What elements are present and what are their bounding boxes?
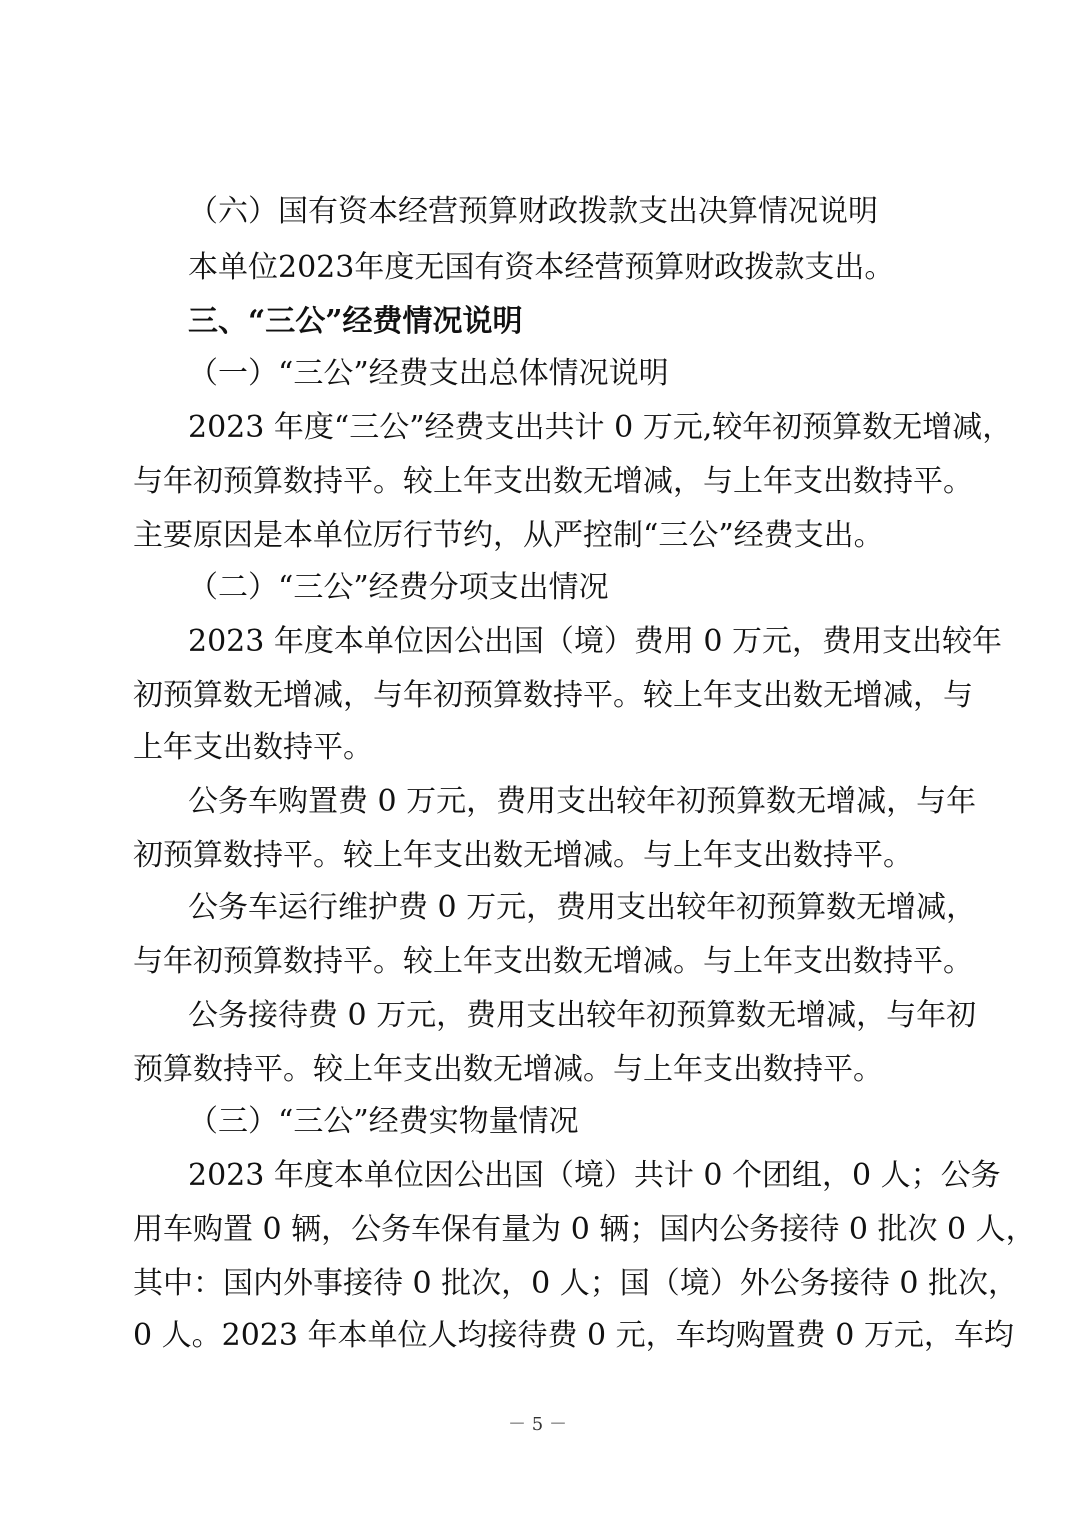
paragraph-line: 本单位2023年度无国有资本经营预算财政拨款支出。 xyxy=(188,250,895,285)
section-6-heading: （六）国有资本经营预算财政拨款支出决算情况说明 xyxy=(188,194,878,229)
subsection-1-heading: （一）“三公”经费支出总体情况说明 xyxy=(188,356,669,391)
paragraph-line: 其中：国内外事接待 0 批次，0 人；国（境）外公务接待 0 批次， xyxy=(133,1266,1018,1301)
paragraph-line: 预算数持平。较上年支出数无增减。与上年支出数持平。 xyxy=(133,1052,883,1087)
paragraph-line: 上年支出数持平。 xyxy=(133,730,373,765)
subsection-2-heading: （二）“三公”经费分项支出情况 xyxy=(188,570,609,605)
paragraph-line: 2023 年度本单位因公出国（境）费用 0 万元，费用支出较年 xyxy=(188,624,1003,659)
paragraph-line: 初预算数无增减，与年初预算数持平。较上年支出数无增减，与 xyxy=(133,678,973,713)
paragraph-line: 主要原因是本单位厉行节约，从严控制“三公”经费支出。 xyxy=(133,518,884,553)
paragraph-line: 0 人。2023 年本单位人均接待费 0 元，车均购置费 0 万元，车均 xyxy=(133,1318,1014,1353)
paragraph-line: 公务车购置费 0 万元，费用支出较年初预算数无增减，与年 xyxy=(188,784,977,819)
paragraph-line: 初预算数持平。较上年支出数无增减。与上年支出数持平。 xyxy=(133,838,913,873)
section-3-heading: 三、“三公”经费情况说明 xyxy=(188,304,523,339)
page-number: － 5 － xyxy=(508,1414,567,1435)
paragraph-line: 用车购置 0 辆，公务车保有量为 0 辆；国内公务接待 0 批次 0 人， xyxy=(133,1212,1036,1247)
paragraph-line: 公务车运行维护费 0 万元，费用支出较年初预算数无增减， xyxy=(188,890,977,925)
subsection-3-heading: （三）“三公”经费实物量情况 xyxy=(188,1104,579,1139)
paragraph-line: 与年初预算数持平。较上年支出数无增减，与上年支出数持平。 xyxy=(133,464,973,499)
paragraph-line: 2023 年度“三公”经费支出共计 0 万元,较年初预算数无增减， xyxy=(188,410,1013,445)
paragraph-line: 公务接待费 0 万元，费用支出较年初预算数无增减，与年初 xyxy=(188,998,977,1033)
paragraph-line: 与年初预算数持平。较上年支出数无增减。与上年支出数持平。 xyxy=(133,944,973,979)
paragraph-line: 2023 年度本单位因公出国（境）共计 0 个团组，0 人；公务 xyxy=(188,1158,1001,1193)
